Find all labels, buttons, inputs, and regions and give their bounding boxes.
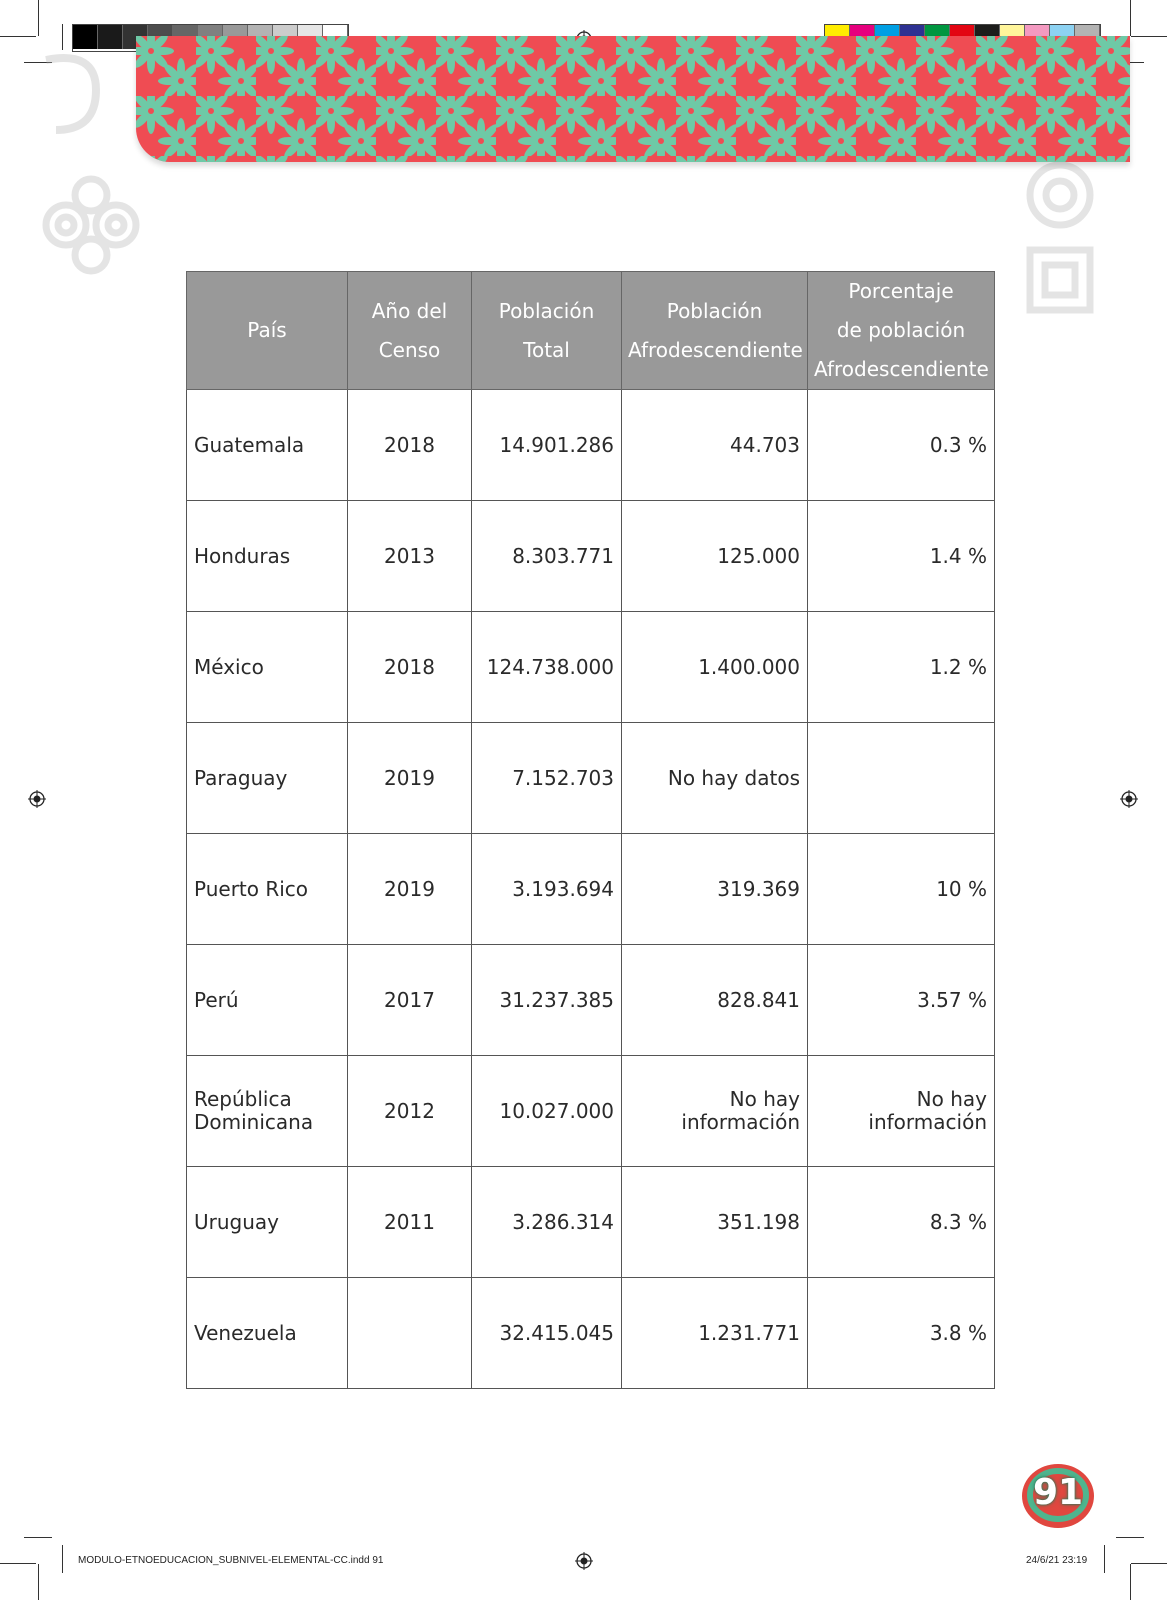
crop-mark — [0, 36, 36, 37]
header-banner — [136, 36, 1130, 162]
cell-census-year: 2011 — [348, 1167, 472, 1278]
cell-total-population: 124.738.000 — [472, 612, 622, 723]
cell-afro-population: No hay información — [622, 1056, 808, 1167]
crop-mark — [1130, 1564, 1131, 1600]
cell-total-population: 3.193.694 — [472, 834, 622, 945]
cell-census-year: 2018 — [348, 390, 472, 501]
header-country: País — [187, 272, 348, 390]
cell-afro-population: 125.000 — [622, 501, 808, 612]
registration-mark-icon — [1120, 790, 1138, 808]
cell-census-year: 2017 — [348, 945, 472, 1056]
crop-mark — [62, 1545, 63, 1573]
table-row — [187, 612, 995, 723]
table-row — [187, 945, 995, 1056]
cell-total-population: 31.237.385 — [472, 945, 622, 1056]
cell-afro-population: 1.400.000 — [622, 612, 808, 723]
cell-country: Guatemala — [187, 390, 348, 501]
table-row — [187, 834, 995, 945]
cell-afro-population: No hay datos — [622, 723, 808, 834]
registration-mark-icon — [575, 1552, 593, 1570]
cell-census-year — [348, 1278, 472, 1389]
table-row — [187, 1167, 995, 1278]
cell-afro-population: 828.841 — [622, 945, 808, 1056]
crop-mark — [0, 1563, 36, 1564]
cell-total-population: 3.286.314 — [472, 1167, 622, 1278]
cell-country: Puerto Rico — [187, 834, 348, 945]
cell-afro-percentage — [808, 723, 995, 834]
flower-pattern — [136, 36, 1130, 162]
cell-country: República Dominicana — [187, 1056, 348, 1167]
cell-country: México — [187, 612, 348, 723]
cell-afro-percentage: 8.3 % — [808, 1167, 995, 1278]
spiral-ornament — [36, 40, 136, 150]
table-row — [187, 501, 995, 612]
crop-mark — [1131, 1563, 1167, 1564]
header-census-year: Año del Censo — [348, 272, 472, 390]
cell-country: Honduras — [187, 501, 348, 612]
cell-afro-population: 319.369 — [622, 834, 808, 945]
registration-mark-icon — [28, 790, 46, 808]
cell-afro-percentage: 1.4 % — [808, 501, 995, 612]
page-number: 91 — [1032, 1472, 1084, 1513]
cell-afro-percentage: No hay información — [808, 1056, 995, 1167]
crop-mark — [24, 1537, 52, 1538]
cell-total-population: 8.303.771 — [472, 501, 622, 612]
crop-mark — [38, 0, 39, 36]
crop-mark — [1116, 1537, 1144, 1538]
page-number-badge — [1020, 1462, 1096, 1530]
cell-census-year: 2019 — [348, 834, 472, 945]
cell-afro-percentage: 0.3 % — [808, 390, 995, 501]
crop-mark — [1131, 36, 1167, 37]
cell-total-population: 10.027.000 — [472, 1056, 622, 1167]
cell-afro-percentage: 3.57 % — [808, 945, 995, 1056]
cell-total-population: 7.152.703 — [472, 723, 622, 834]
cell-total-population: 32.415.045 — [472, 1278, 622, 1389]
crop-mark — [1104, 1545, 1105, 1573]
spiral-ornament — [36, 170, 146, 280]
cell-afro-population: 1.231.771 — [622, 1278, 808, 1389]
header-afro-population: Población Afrodescendiente — [622, 272, 808, 390]
cell-afro-percentage: 3.8 % — [808, 1278, 995, 1389]
cell-afro-population: 351.198 — [622, 1167, 808, 1278]
crop-mark — [38, 1564, 39, 1600]
cell-census-year: 2013 — [348, 501, 472, 612]
header-afro-percentage: Porcentaje de población Afrodescendiente — [808, 272, 995, 390]
cell-census-year: 2018 — [348, 612, 472, 723]
footer-timestamp: 24/6/21 23:19 — [1026, 1555, 1088, 1566]
cell-country: Venezuela — [187, 1278, 348, 1389]
cell-afro-percentage: 1.2 % — [808, 612, 995, 723]
crop-mark — [1130, 0, 1131, 36]
table-row — [187, 390, 995, 501]
footer-file-name: MODULO-ETNOEDUCACION_SUBNIVEL-ELEMENTAL-CC.indd 91 — [78, 1555, 384, 1566]
table-row — [187, 1056, 995, 1167]
cell-country: Uruguay — [187, 1167, 348, 1278]
table-row — [187, 1278, 995, 1389]
cell-total-population: 14.901.286 — [472, 390, 622, 501]
cell-census-year: 2019 — [348, 723, 472, 834]
header-total-population: Población Total — [472, 272, 622, 390]
table-header-row — [187, 272, 995, 390]
cell-country: Perú — [187, 945, 348, 1056]
afro-population-table — [186, 271, 995, 1389]
cell-census-year: 2012 — [348, 1056, 472, 1167]
spiral-ornament — [1000, 160, 1110, 330]
cell-afro-percentage: 10 % — [808, 834, 995, 945]
table-body — [187, 390, 995, 1389]
cell-country: Paraguay — [187, 723, 348, 834]
table-row — [187, 723, 995, 834]
cell-afro-population: 44.703 — [622, 390, 808, 501]
